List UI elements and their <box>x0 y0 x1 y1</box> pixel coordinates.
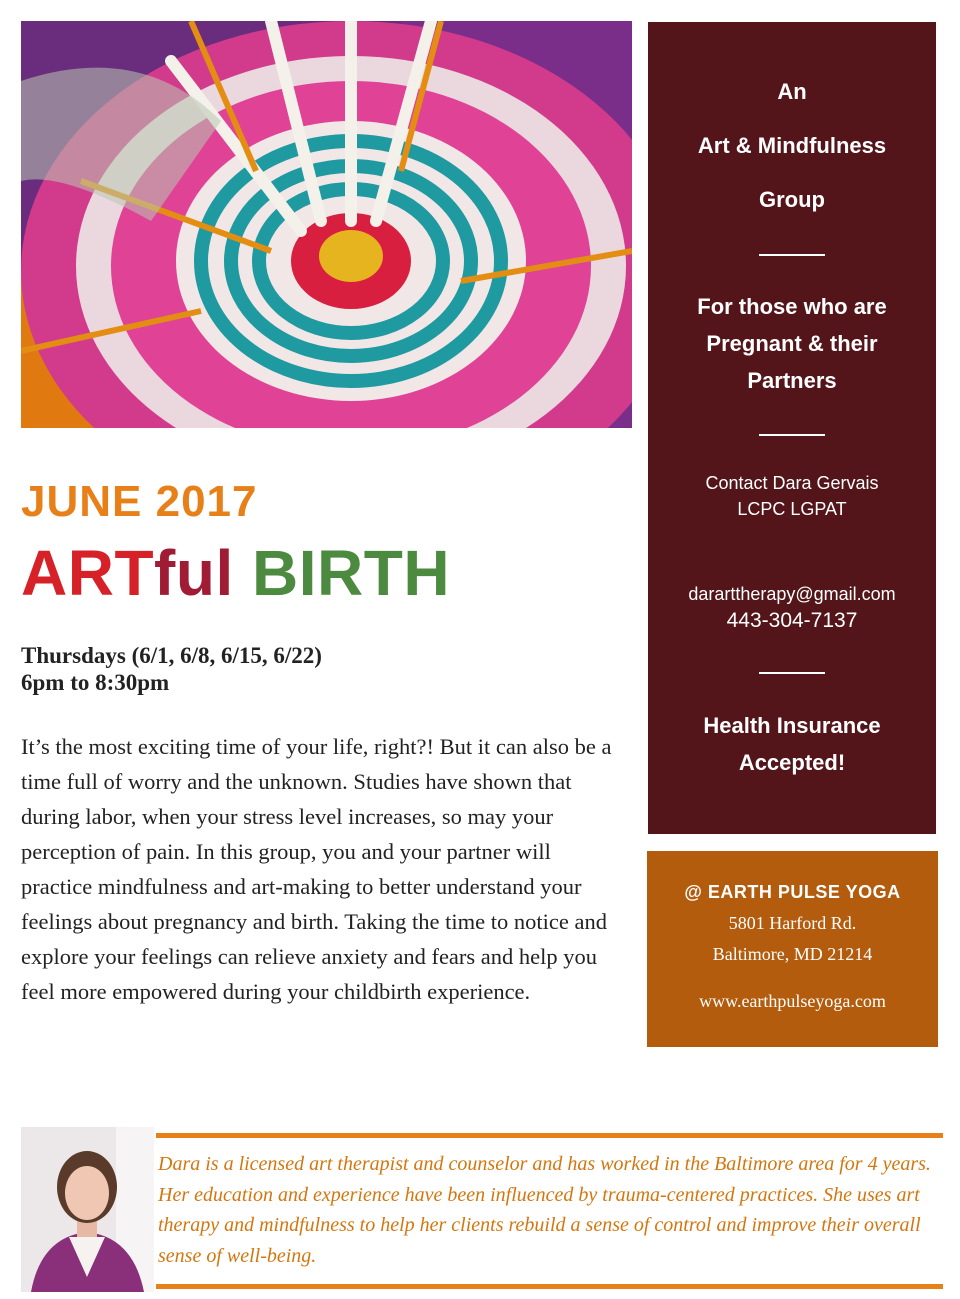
title-art: ART <box>21 537 155 609</box>
therapist-portrait-photo <box>21 1127 154 1292</box>
month-title: JUNE 2017 <box>21 477 258 526</box>
contact-name: Contact Dara Gervais <box>705 473 879 493</box>
info-panel <box>648 22 936 834</box>
contact-email-link[interactable]: dararttherapy@gmail.com <box>688 584 896 604</box>
audience-line: For those who are <box>697 294 887 319</box>
audience-line: Partners <box>747 368 837 393</box>
venue-city: Baltimore, MD 21214 <box>712 944 873 964</box>
insurance-line: Health Insurance <box>703 713 881 738</box>
contact-credentials: LCPC LGPAT <box>737 499 847 519</box>
venue-name: @ EARTH PULSE YOGA <box>684 882 901 902</box>
venue-website-link[interactable]: www.earthpulseyoga.com <box>699 991 886 1011</box>
panel-divider <box>759 254 825 256</box>
panel-divider <box>759 434 825 436</box>
schedule-time: 6pm to 8:30pm <box>21 670 170 695</box>
panel-divider <box>759 672 825 674</box>
panel-heading-line: Art & Mindfulness <box>697 133 887 158</box>
title-birth: BIRTH <box>252 537 451 609</box>
description-paragraph: It’s the most exciting time of your life, right?! But it can also be a time full of worry and the unknown. Studies have shown that during labor, when your stress level increases, so may your perception of pain. In this group, you and your partner will practice mindfulness and art-making to better understand your feelings about pregnancy and birth. Taking the time to notice and explore your feelings can relieve anxiety and fears and help you feel more empowered during your childbirth experience. <box>21 734 612 1004</box>
portrait-icon <box>21 1127 154 1292</box>
contact-phone[interactable]: 443-304-7137 <box>726 609 858 632</box>
schedule <box>21 642 322 696</box>
bio-top-rule <box>156 1133 943 1138</box>
schedule-dates: Thursdays (6/1, 6/8, 6/15, 6/22) <box>21 643 322 668</box>
panel-heading-line: An <box>777 79 807 104</box>
bio-bottom-rule <box>156 1284 943 1289</box>
audience-line: Pregnant & their <box>706 331 878 356</box>
title-ful: ful <box>154 537 234 609</box>
event-title <box>21 536 450 610</box>
venue-street: 5801 Harford Rd. <box>728 913 857 933</box>
bio-paragraph: Dara is a licensed art therapist and counselor and has worked in the Baltimore area for 4 years. Her education and experience have been influenced by trauma-centered practices. She uses art therapy and mindfulness to help her clients rebuild a sense of control and improve their overall sense of well-being. <box>158 1153 931 1267</box>
panel-heading-line: Group <box>759 187 825 212</box>
abstract-painting-icon <box>21 21 632 428</box>
location-box <box>647 851 938 1047</box>
insurance-line: Accepted! <box>738 750 846 775</box>
hero-painting-image <box>21 21 632 428</box>
